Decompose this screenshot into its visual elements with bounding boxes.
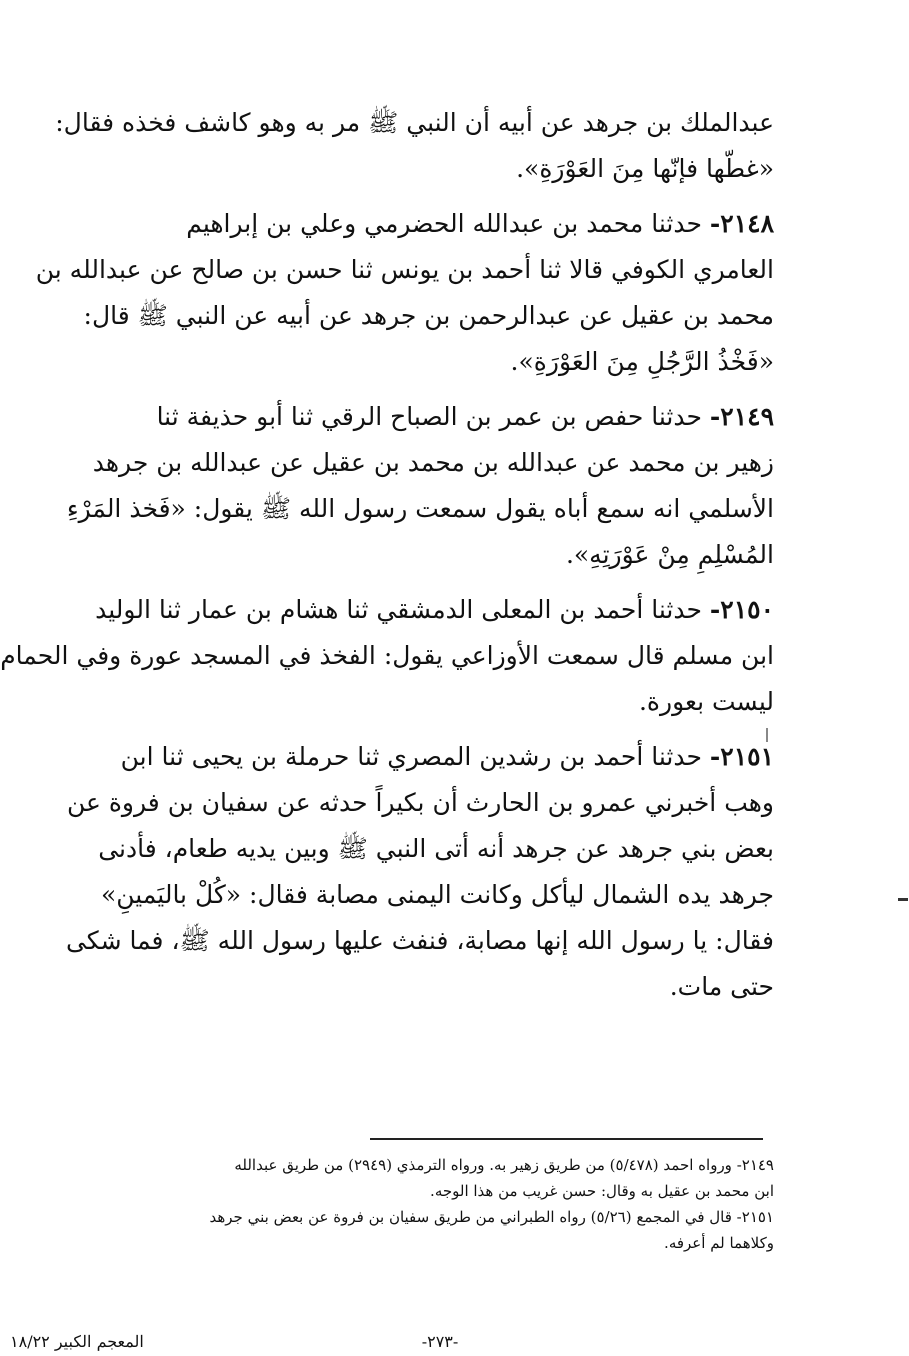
hadith-2148 <box>35 201 774 385</box>
text-line <box>100 734 774 780</box>
text-line: جرهد يده الشمال ليأكل وكانت اليمنى مصابة فقال: «كُلْ باليَمينِ» <box>100 880 774 909</box>
footnotes <box>110 1152 774 1256</box>
page-number: -٢٧٣- <box>421 1332 459 1351</box>
text-line-content: حدثنا حفص بن عمر بن الصباح الرقي ثنا أبو حذيفة ثنا <box>156 402 702 431</box>
hadith-2150 <box>0 587 774 725</box>
text-line: الأسلمي انه سمع أباه يقول سمعت رسول الله ﷺ يقول: «فَخذ المَرْءِ <box>66 494 774 523</box>
text-line: المُسْلِمِ مِنْ عَوْرَتِهِ». <box>565 540 774 569</box>
footnote-divider <box>370 1138 763 1140</box>
text-line <box>100 394 774 440</box>
running-footer: المعجم الكبير ١٨/٢٢ <box>10 1332 144 1351</box>
text-line: عبدالملك بن جرهد عن أبيه أن النبي ﷺ مر به وهو كاشف فخذه فقال: <box>55 108 774 137</box>
scan-mark <box>898 898 908 901</box>
footnote-line: ٢١٤٩- ورواه احمد (٥/٤٧٨) من طريق زهير به. ورواه الترمذي (٢٩٤٩) من طريق عبدالله <box>234 1156 774 1174</box>
text-line-content: حدثنا أحمد بن رشدين المصري ثنا حرملة بن يحيى ثنا ابن <box>120 742 702 771</box>
hadith-2149 <box>66 394 774 578</box>
hadith-2151 <box>65 734 774 1010</box>
text-line: فقال: يا رسول الله إنها مصابة، فنفث عليها رسول الله ﷺ، فما شكى <box>65 926 774 955</box>
text-line: محمد بن عقيل عن عبدالرحمن بن جرهد عن أبيه عن النبي ﷺ قال: <box>83 301 774 330</box>
text-line: ليست بعورة. <box>638 687 774 716</box>
hadith-number: ٢١٥٠- <box>709 595 774 624</box>
text-line: ابن مسلم قال سمعت الأوزاعي يقول: الفخذ في المسجد عورة وفي الحمام <box>0 641 774 670</box>
text-line: زهير بن محمد عن عبدالله بن محمد بن عقيل عن عبدالله بن جرهد <box>92 448 774 477</box>
text-line: العامري الكوفي قالا ثنا أحمد بن يونس ثنا حسن بن صالح عن عبدالله بن <box>35 255 774 284</box>
text-line <box>100 201 774 247</box>
text-line: «فَخْذُ الرَّجُلِ مِنَ العَوْرَةِ». <box>510 347 774 376</box>
text-line: بعض بني جرهد عن جرهد أنه أتى النبي ﷺ وبين يديه طعام، فأدنى <box>98 834 774 863</box>
hadith-number: ٢١٤٨- <box>709 209 774 238</box>
main-text <box>0 100 774 1019</box>
text-line-content: حدثنا محمد بن عبدالله الحضرمي وعلي بن إبراهيم <box>186 209 702 238</box>
text-line: حتى مات. <box>669 972 774 1001</box>
text-line: وهب أخبرني عمرو بن الحارث أن بكيراً حدثه عن سفيان بن فروة عن <box>66 788 774 817</box>
scan-mark <box>766 728 768 742</box>
hadith-number: ٢١٥١- <box>709 742 774 771</box>
text-line-content: حدثنا أحمد بن المعلى الدمشقي ثنا هشام بن عمار ثنا الوليد <box>95 595 702 624</box>
footnote-line: ابن محمد بن عقيل به وقال: حسن غريب من هذا الوجه. <box>430 1182 774 1200</box>
paragraph-1 <box>55 100 774 192</box>
text-line <box>95 587 774 633</box>
text-line: «غطّها فإنّها مِنَ العَوْرَةِ». <box>516 154 774 183</box>
footnote-line: وكلاهما لم أعرفه. <box>664 1234 774 1252</box>
footnote-line: ٢١٥١- قال في المجمع (٥/٢٦) رواه الطبراني من طريق سفيان بن فروة عن بعض بني جرهد <box>209 1208 774 1226</box>
hadith-number: ٢١٤٩- <box>709 402 774 431</box>
